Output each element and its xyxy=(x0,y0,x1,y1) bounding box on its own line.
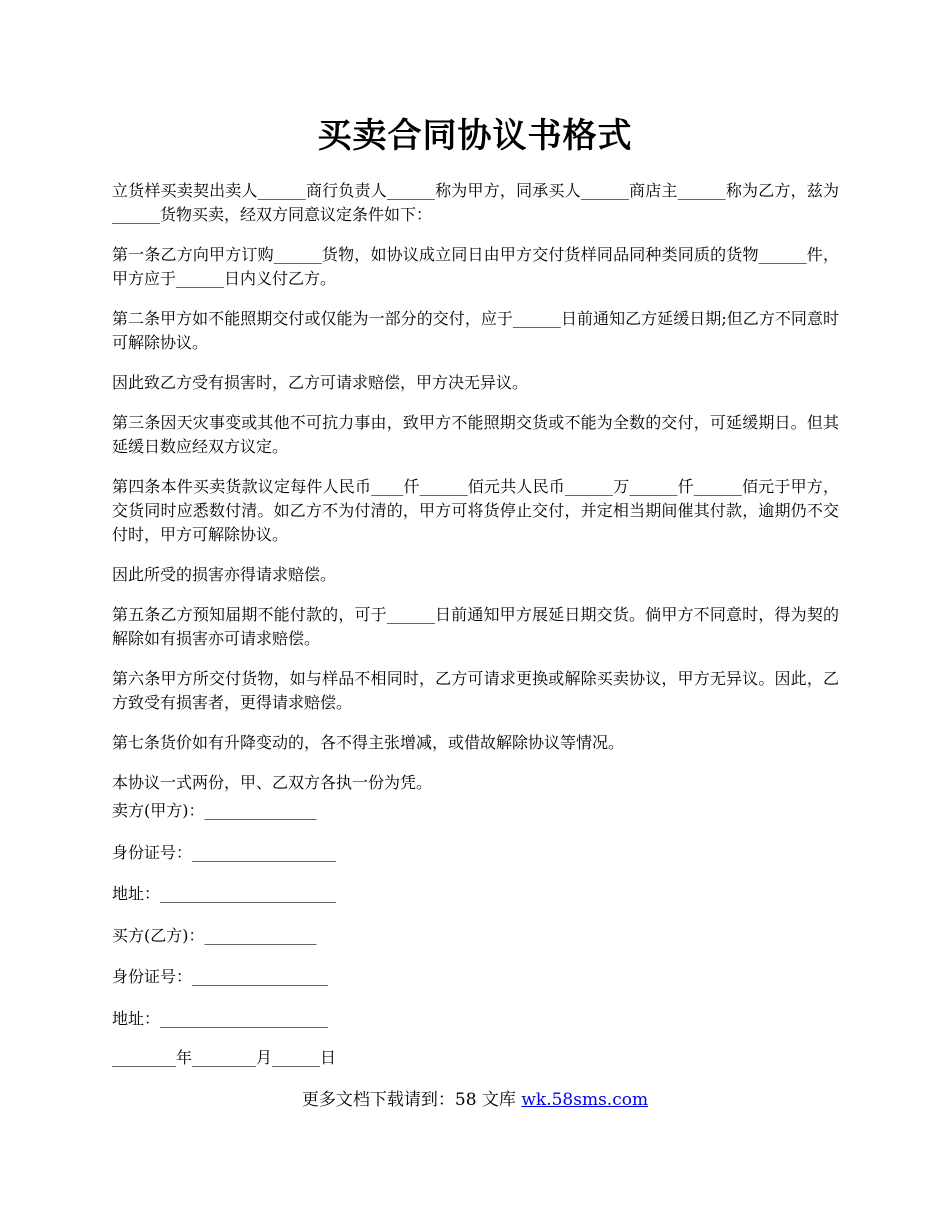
document-title: 买卖合同协议书格式 xyxy=(317,116,633,156)
paragraph-intro: 立货样买卖契出卖人______商行负责人______称为甲方，同承买人______商店主______称为乙方，兹为______货物买卖，经双方同意议定条件如下： xyxy=(112,181,839,224)
buyer-address-line: 地址：_____________________ xyxy=(112,1009,329,1028)
footer xyxy=(0,1088,950,1112)
paragraph-copies: 本协议一式两份，甲、乙双方各执一份为凭。 xyxy=(112,773,433,792)
document-body xyxy=(112,179,839,811)
paragraph-article-5: 第五条乙方预知届期不能付款的，可于______日前通知甲方展延日期交货。倘甲方不同意时，得为契的解除如有损害亦可请求赔偿。 xyxy=(112,605,839,648)
paragraph-article-4-damages: 因此所受的损害亦得请求赔偿。 xyxy=(112,565,337,584)
paragraph-article-7: 第七条货价如有升降变动的，各不得主张增减，或借故解除协议等情况。 xyxy=(112,733,625,752)
paragraph-article-1: 第一条乙方向甲方订购______货物，如协议成立同日由甲方交付货样同品同种类同质的货物______件，甲方应于______日内义付乙方。 xyxy=(112,245,839,288)
seller-signature-line: 卖方(甲方)：______________ xyxy=(112,801,317,820)
paragraph-article-3: 第三条因天灾事变或其他不可抗力事由，致甲方不能照期交货或不能为全数的交付，可延缓期日。但其延缓日数应经双方议定。 xyxy=(112,413,839,456)
footer-text: 更多文档下载请到：58 文库 xyxy=(301,1090,522,1110)
footer-link[interactable]: wk.58sms.com xyxy=(521,1090,649,1110)
paragraph-article-6: 第六条甲方所交付货物，如与样品不相同时，乙方可请求更换或解除买卖协议，甲方无异议。因此，乙方致受有损害者，更得请求赔偿。 xyxy=(112,669,839,712)
seller-id-line: 身份证号：__________________ xyxy=(112,843,337,862)
paragraph-article-2: 第二条甲方如不能照期交付或仅能为一部分的交付，应于______日前通知乙方延缓日期;但乙方不同意时可解除协议。 xyxy=(112,309,839,352)
paragraph-article-4: 第四条本件买卖货款议定每件人民币____仟______佰元共人民币______万______仟______佰元于甲方，交货同时应悉数付清。如乙方不为付清的，甲方可将货停止交付，并定相当期间催其付款，逾期仍不交付时，甲方可解除协议。 xyxy=(112,477,839,544)
date-line: ________年________月______日 xyxy=(112,1048,337,1067)
paragraph-article-2-damages: 因此致乙方受有损害时，乙方可请求赔偿，甲方决无异议。 xyxy=(112,373,529,392)
seller-address-line: 地址：______________________ xyxy=(112,884,337,903)
buyer-id-line: 身份证号：_________________ xyxy=(112,967,329,986)
buyer-signature-line: 买方(乙方)：______________ xyxy=(112,926,317,945)
